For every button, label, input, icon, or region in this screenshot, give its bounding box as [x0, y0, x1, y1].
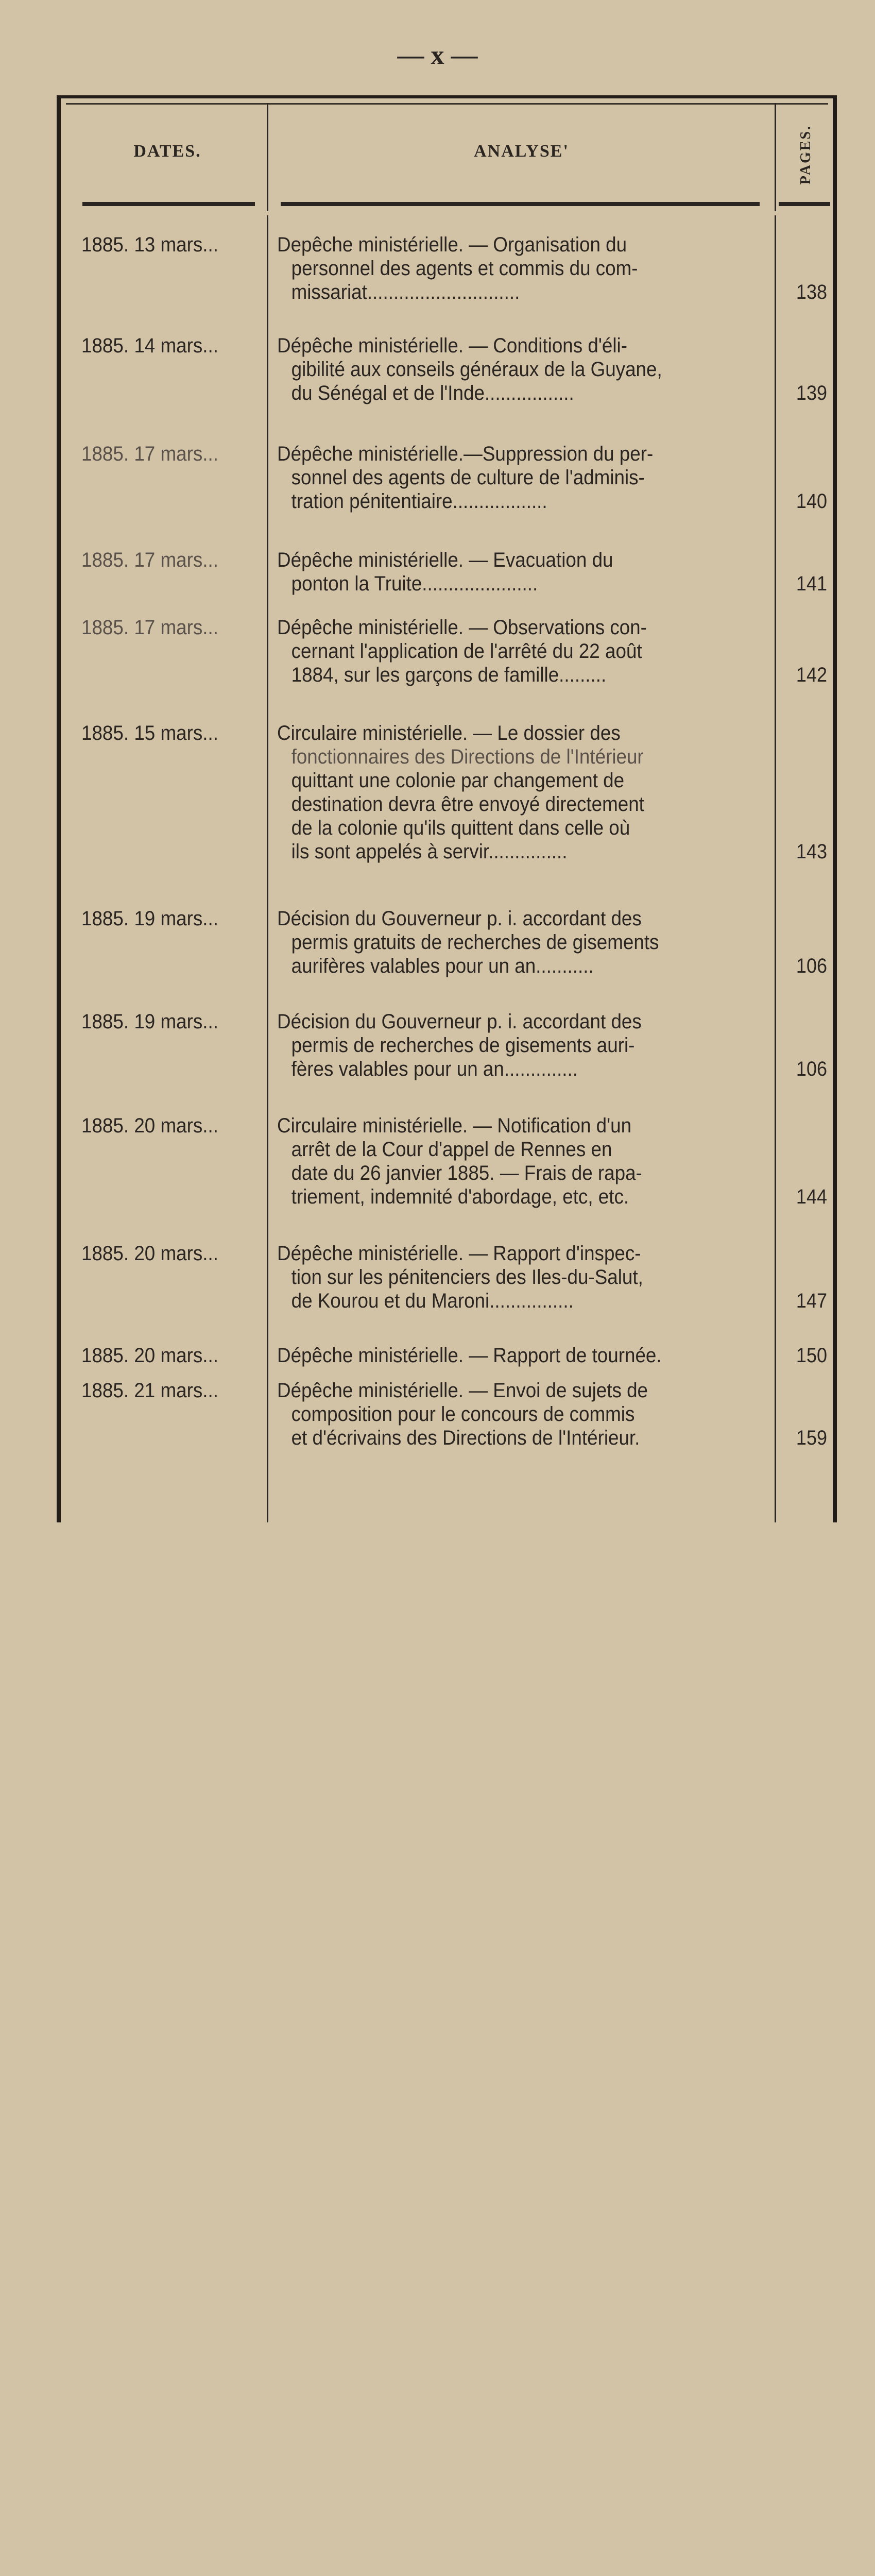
- row-analyse: [277, 616, 732, 687]
- header-underline-dates: [82, 202, 255, 206]
- row-page: 147: [796, 1290, 827, 1312]
- row-page: 143: [796, 840, 827, 863]
- row-line: sonnel des agents de culture de l'adminis-: [291, 466, 645, 489]
- row-date: 1885. 19 mars...: [81, 907, 218, 930]
- row-line: Dépêche ministérielle. — Conditions d'éli-: [277, 334, 627, 357]
- row-line: Dépêche ministérielle.—Suppression du per-: [277, 443, 654, 465]
- row-date: 1885. 17 mars...: [81, 443, 218, 465]
- row-line: triement, indemnité d'abordage, etc, etc.: [291, 1185, 629, 1208]
- row-line: cernant l'application de l'arrêté du 22 août: [291, 640, 642, 663]
- row-line: arrêt de la Cour d'appel de Rennes en: [291, 1138, 612, 1161]
- row-line: ponton la Truite......................: [291, 572, 538, 595]
- header-underline-analyse: [281, 202, 760, 206]
- row-line: aurifères valables pour un an...........: [291, 955, 594, 977]
- row-line: Dépêche ministérielle. — Envoi de sujets de: [277, 1379, 648, 1402]
- frame-inner-rule: [66, 103, 828, 105]
- row-analyse: [277, 721, 732, 863]
- column-divider-2: [775, 215, 776, 1522]
- row-page: 140: [796, 490, 827, 513]
- header-divider-2: [775, 103, 776, 211]
- row-page: 150: [796, 1344, 827, 1367]
- row-line: gibilité aux conseils généraux de la Guyane,: [291, 358, 662, 381]
- row-analyse: [277, 907, 732, 978]
- header-underline-pages: [779, 202, 830, 206]
- row-page: 144: [796, 1185, 827, 1208]
- row-line: du Sénégal et de l'Inde.................: [291, 382, 574, 404]
- row-date: 1885. 19 mars...: [81, 1010, 218, 1033]
- column-header-pages: [783, 103, 829, 206]
- row-line: date du 26 janvier 1885. — Frais de rapa-: [291, 1162, 642, 1184]
- row-analyse: [277, 233, 732, 304]
- row-date: 1885. 20 mars...: [81, 1114, 218, 1137]
- row-line: permis gratuits de recherches de gisements: [291, 931, 659, 954]
- row-analyse: [277, 1344, 732, 1367]
- row-page: 106: [796, 955, 827, 977]
- page-number: — x —: [397, 41, 478, 70]
- row-line: destination devra être envoyé directement: [291, 793, 644, 816]
- row-line: de Kourou et du Maroni................: [291, 1290, 574, 1312]
- header-divider-1: [267, 103, 268, 211]
- row-line: de la colonie qu'ils quittent dans celle où: [291, 817, 630, 839]
- row-line: Dépêche ministérielle. — Rapport d'inspec-: [277, 1242, 641, 1265]
- row-date: 1885. 13 mars...: [81, 233, 218, 256]
- row-analyse: [277, 1242, 732, 1313]
- column-header-dates: DATES.: [133, 142, 201, 161]
- row-line: Depêche ministérielle. — Organisation du: [277, 233, 627, 256]
- row-line: Dépêche ministérielle. — Rapport de tournée.: [277, 1344, 662, 1367]
- row-line: Décision du Gouverneur p. i. accordant des: [277, 907, 642, 930]
- row-line: tration pénitentiaire..................: [291, 490, 547, 513]
- column-header-pages-label: PAGES.: [798, 124, 814, 185]
- row-line: et d'écrivains des Directions de l'Intérieur.: [291, 1427, 640, 1449]
- row-analyse: [277, 1114, 732, 1209]
- row-analyse: [277, 1379, 732, 1450]
- row-line: composition pour le concours de commis: [291, 1403, 635, 1426]
- row-line: tion sur les pénitenciers des Iles-du-Salut,: [291, 1266, 643, 1289]
- row-page: 159: [796, 1427, 827, 1449]
- row-page: 142: [796, 664, 827, 686]
- column-divider-1: [267, 215, 268, 1522]
- row-page: 106: [796, 1058, 827, 1080]
- row-analyse: [277, 548, 732, 596]
- row-page: 138: [796, 281, 827, 303]
- row-analyse: [277, 334, 732, 405]
- row-line: fères valables pour un an..............: [291, 1058, 578, 1080]
- row-date: 1885. 14 mars...: [81, 334, 218, 357]
- row-line: Circulaire ministérielle. — Notification d'un: [277, 1114, 632, 1137]
- row-page: 141: [796, 572, 827, 595]
- row-line: Dépêche ministérielle. — Observations con-: [277, 616, 647, 639]
- row-line: Circulaire ministérielle. — Le dossier des: [277, 722, 621, 744]
- row-date: 1885. 15 mars...: [81, 722, 218, 744]
- row-line: Dépêche ministérielle. — Evacuation du: [277, 549, 613, 571]
- row-date: 1885. 20 mars...: [81, 1242, 218, 1265]
- row-date: 1885. 17 mars...: [81, 549, 218, 571]
- row-date: 1885. 20 mars...: [81, 1344, 218, 1367]
- row-line: 1884, sur les garçons de famille.........: [291, 664, 607, 686]
- row-page: 139: [796, 382, 827, 404]
- row-date: 1885. 17 mars...: [81, 616, 218, 639]
- row-date: 1885. 21 mars...: [81, 1379, 218, 1402]
- row-line: fonctionnaires des Directions de l'Intérieur: [291, 745, 644, 768]
- column-header-analyse: ANALYSE': [474, 142, 569, 161]
- row-line: quittant une colonie par changement de: [291, 769, 625, 792]
- row-line: permis de recherches de gisements auri-: [291, 1034, 635, 1057]
- row-analyse: [277, 442, 732, 513]
- row-line: missariat.............................: [291, 281, 520, 303]
- row-line: personnel des agents et commis du com-: [291, 257, 638, 280]
- row-line: Décision du Gouverneur p. i. accordant des: [277, 1010, 642, 1033]
- row-line: ils sont appelés à servir...............: [291, 840, 568, 863]
- row-analyse: [277, 1010, 732, 1081]
